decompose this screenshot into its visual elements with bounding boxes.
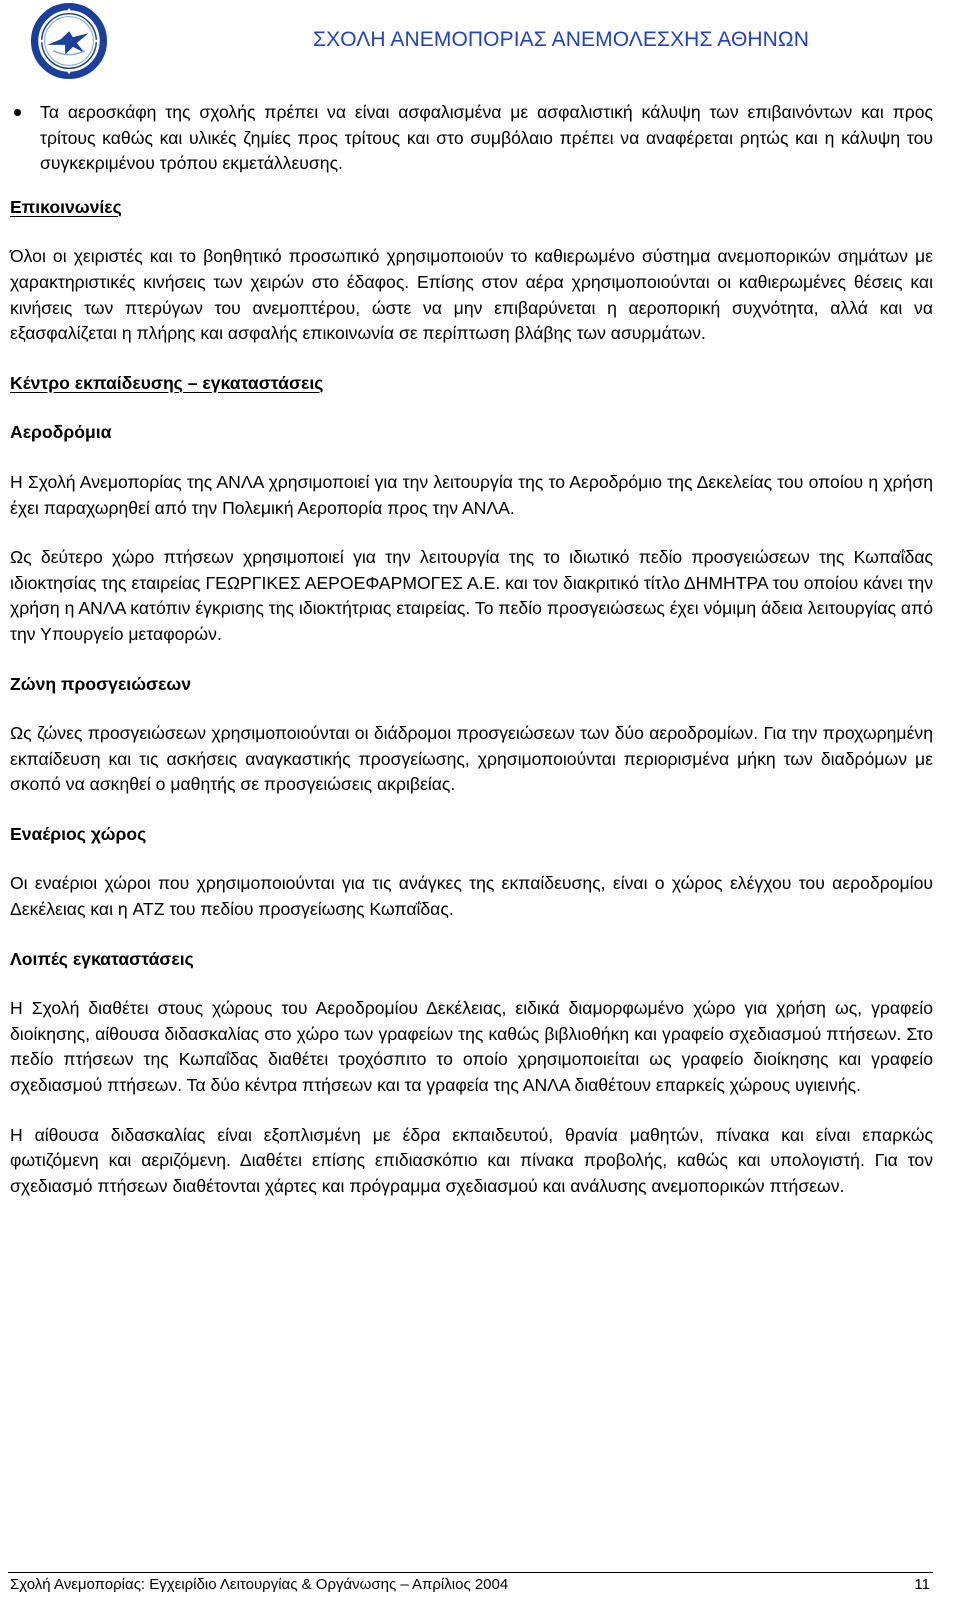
- paragraph-airfields-1: Η Σχολή Ανεμοπορίας της ΑΝΛΑ χρησιμοποιεί για την λειτουργία της το Αεροδρόμιο της Δεκελείας του οποίου η χρήση έχει παραχωρηθεί από την Πολεμική Αεροπορία προς την ΑΝΛΑ.: [10, 471, 933, 518]
- bullet-list: [10, 100, 933, 177]
- paragraph-other-facilities-1: Η Σχολή διαθέτει στους χώρους του Αεροδρομίου Δεκέλειας, ειδικά διαμορφωμένο χώρο για χρήση ως, γραφείο διοίκησης, αίθουσα διδασκαλίας στο χώρο των γραφείων της καθώς βιβλιοθήκη και γραφείο σχεδιασμού πτήσεων. Στο πεδίο πτήσεων της Κωπαΐδας διαθέτει τροχόσπιτο το οποίο χρησιμοποιείται ως γραφείο διοίκησης και γραφείο σχεδιασμού πτήσεων. Τα δύο κέντρα πτήσεων και τα γραφεία της ΑΝΛΑ διαθέτουν επαρκείς χώρους υγιεινής.: [10, 998, 933, 1096]
- paragraph-communications: Όλοι οι χειριστές και το βοηθητικό προσωπικό χρησιμοποιούν το καθιερωμένο σύστημα ανεμοπορικών σημάτων με χαρακτηριστικές κινήσεις των χειρών στο έδαφος. Επίσης στον αέρα χρησιμοποιούνται οι καθιερωμένες θέσεις και κινήσεις των πτερύγων του ανεμοπτέρου, ώστε να μην επιβαρύνεται η αεροπορική συχνότητα, αλλά και να εξασφαλίζεται η πλήρης και ασφαλής επικοινωνία σε περίπτωση βλάβης των ασυρμάτων.: [10, 246, 933, 344]
- paragraph-other-facilities-2: Η αίθουσα διδασκαλίας είναι εξοπλισμένη με έδρα εκπαιδευτού, θρανία μαθητών, πίνακα και είναι επαρκώς φωτιζόμενη και αεριζόμενη. Διαθέτει επίσης επιδιασκόπιο και πίνακα προβολής, καθώς και υπολογιστή. Για τον σχεδιασμό πτήσεων διαθέτονται χάρτες και πρόγραμμα σχεδιασμού και ανάλυσης ανεμοπορικών πτήσεων.: [10, 1124, 933, 1196]
- subheading-other-facilities: Λοιπές εγκαταστάσεις: [10, 948, 194, 969]
- aeroclub-seal-icon: [30, 2, 108, 80]
- paragraph-airspace: Οι εναέριοι χώροι που χρησιμοποιούνται για τις ανάγκες της εκπαίδευσης, είναι ο χώρος ελέγχου του αεροδρομίου Δεκέλειας και η ATZ του πεδίου προσγείωσης Κωπαΐδας.: [10, 873, 933, 920]
- subheading-landing-zone: Ζώνη προσγειώσεων: [10, 673, 192, 694]
- bullet-icon: [14, 109, 21, 116]
- bullet-text: Τα αεροσκάφη της σχολής πρέπει να είναι ασφαλισμένα με ασφαλιστική κάλυψη των επιβαινόντων και προς τρίτους καθώς και υλικές ζημίες προς τρίτους και στο συμβόλαιο πρέπει να αναφέρεται ρητώς και η κάλυψη του συγκεκριμένου τρόπου εκμετάλλευσης.: [40, 102, 933, 174]
- page-header: [0, 0, 960, 90]
- header-title: ΣΧΟΛΗ ΑΝΕΜΟΠΟΡΙΑΣ ΑΝΕΜΟΛΕΣΧΗΣ ΑΘΗΝΩΝ: [313, 28, 809, 51]
- list-item: [40, 100, 933, 177]
- section-heading-communications: Επικοινωνίες: [10, 196, 122, 217]
- paragraph-airfields-2: Ως δεύτερο χώρο πτήσεων χρησιμοποιεί για την λειτουργία της το ιδιωτικό πεδίο προσγειώσεων της Κωπαΐδας ιδιοκτησίας της εταιρείας ΓΕΩΡΓΙΚΕΣ ΑΕΡΟΕΦΑΡΜΟΓΕΣ Α.Ε. και τον διακριτικό τίτλο ΔΗΜΗΤΡΑ του οποίου κάνει την χρήση η ΑΝΛΑ κατόπιν έγκρισης της ιδιοκτήτριας εταιρείας. Το πεδίο προσγειώσεως έχει νόμιμη άδεια λειτουργίας από την Υπουργείο μεταφορών.: [10, 547, 933, 644]
- footer-divider: [8, 1572, 933, 1573]
- page-number: 11: [914, 1576, 930, 1593]
- subheading-airfields: Αεροδρόμια: [10, 422, 112, 443]
- paragraph-landing-zone: Ως ζώνες προσγειώσεων χρησιμοποιούνται οι διάδρομοι προσγειώσεων των δύο αεροδρομίων. Για την προχωρημένη εκπαίδευση και τις ασκήσεις αναγκαστικής προσγείωσης, χρησιμοποιούνται περιορισμένα μήκη των διαδρόμων με σκοπό να ασκηθεί ο μαθητής σε προσγειώσεις ακριβείας.: [10, 723, 933, 795]
- document-body: [10, 100, 933, 1223]
- section-heading-training-center: Κέντρο εκπαίδευσης – εγκαταστάσεις: [10, 372, 324, 393]
- subheading-airspace: Εναέριος χώρος: [10, 823, 147, 844]
- footer-text: Σχολή Ανεμοπορίας: Εγχειρίδιο Λειτουργίας & Οργάνωσης – Απρίλιος 2004: [10, 1576, 509, 1593]
